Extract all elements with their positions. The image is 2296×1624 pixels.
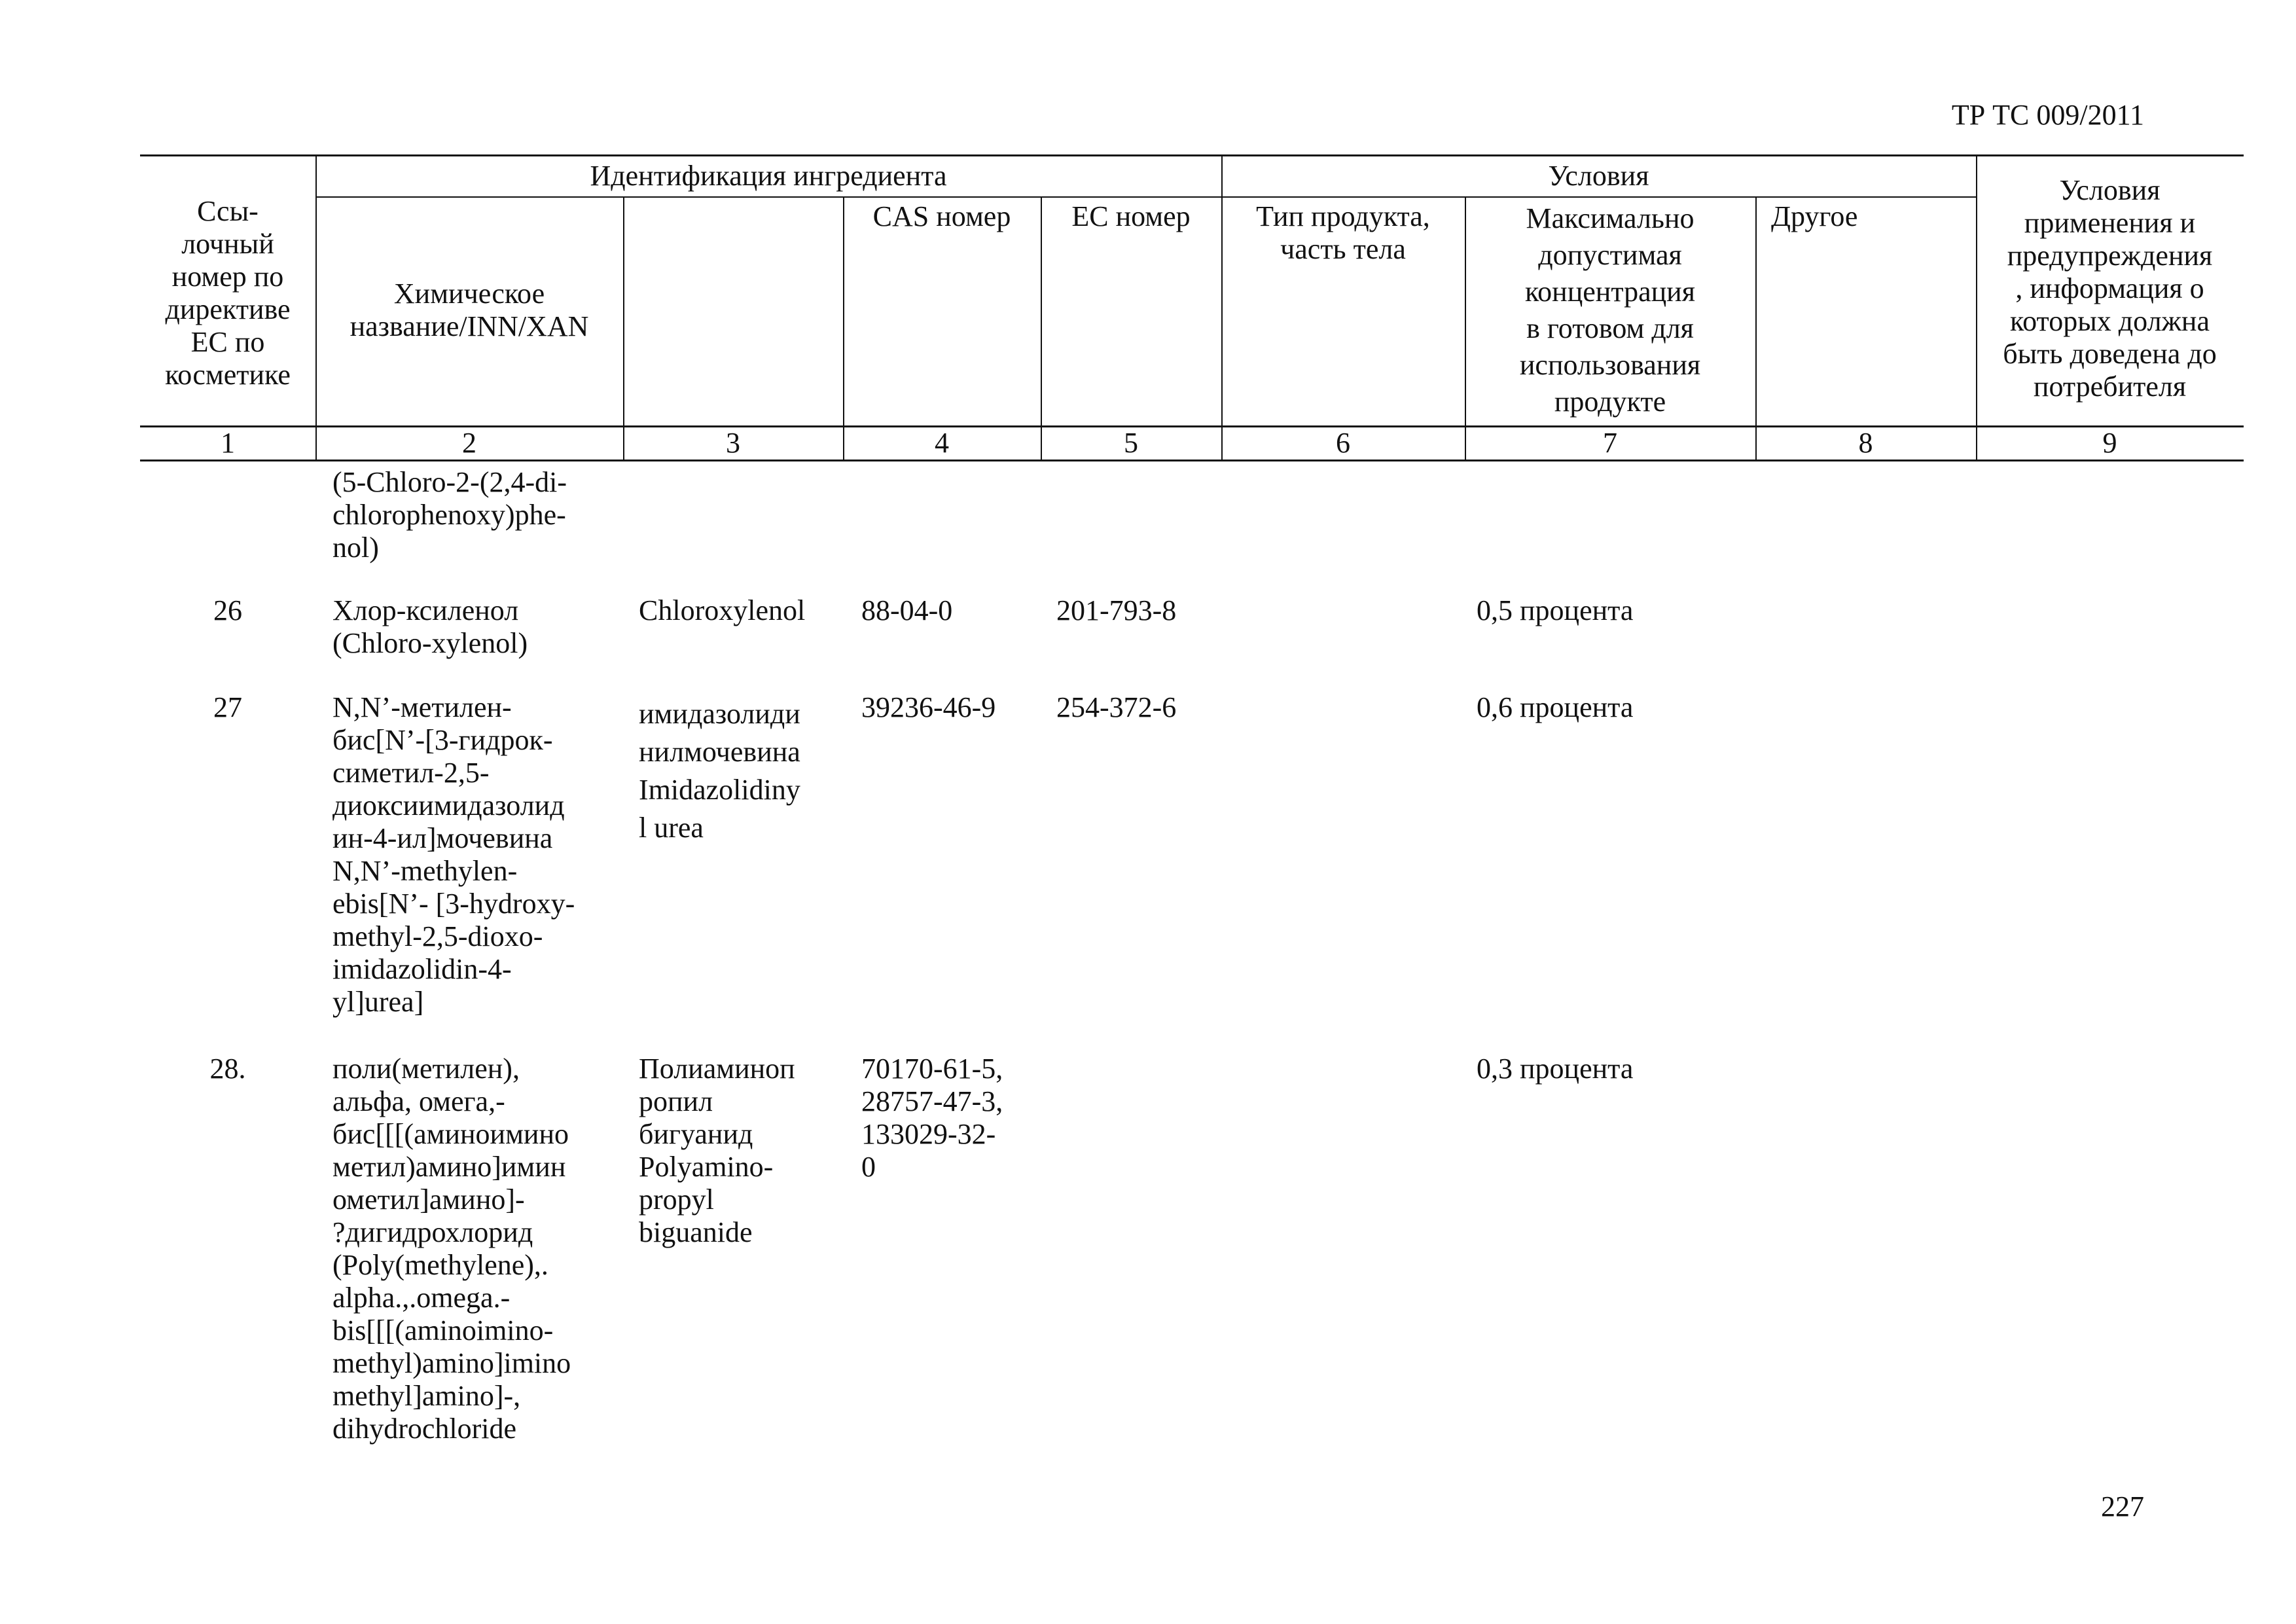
document-reference: ТР ТС 009/2011 <box>1951 99 2144 131</box>
header-usage-warnings: Условия применения и предупреждения , информация о которых должна быть доведена до потребителя <box>2003 174 2217 403</box>
col-number: 8 <box>1858 427 1873 459</box>
col-number: 3 <box>726 427 740 459</box>
col-number: 2 <box>462 427 476 459</box>
table-row-cas: 70170-61-5, 28757-47-3, 133029-32- 0 <box>861 1053 1003 1183</box>
table-row-ec: 254-372-6 <box>1056 691 1177 723</box>
table-row-max-concentration: 0,6 процента <box>1477 691 1634 723</box>
ident-group-rule <box>315 196 1221 198</box>
table-row-max-concentration: 0,3 процента <box>1477 1053 1634 1085</box>
col-divider <box>1755 196 1757 460</box>
header-ref-number: Ссы- лочный номер по директиве ЕС по косметике <box>165 195 291 391</box>
col-number: 9 <box>2102 427 2117 459</box>
numbers-bottom-rule <box>140 460 2244 461</box>
table-row-chemical-name: (5-Chloro-2-(2,4-di- chlorophenoxy)phe- nol) <box>332 466 567 564</box>
header-ec-number: EC номер <box>1071 200 1191 232</box>
col-number: 6 <box>1336 427 1350 459</box>
table-row-ec: 201-793-8 <box>1056 594 1177 626</box>
header-cas-number: CAS номер <box>872 200 1011 232</box>
table-row-inn-name: Chloroxylenol <box>639 594 806 626</box>
col-number: 1 <box>221 427 235 459</box>
col-number: 7 <box>1603 427 1617 459</box>
table-row-chemical-name: N,N’-метилен- бис[N’-[3-гидрок- симетил-2,5- диоксиимидазолид ин-4-ил]мочевина N,N’-methylen- ebis[N’- [3-hydroxy- methyl-2,5-dioxo- imidazolidin-4- yl]urea] <box>332 691 575 1018</box>
table-row-chemical-name: Хлор-ксиленол (Chloro-xylenol) <box>332 594 528 659</box>
col-divider <box>1041 196 1042 460</box>
table-row-ref: 26 <box>213 594 242 626</box>
conditions-group-rule <box>1221 196 1976 198</box>
col-divider <box>843 196 844 460</box>
table-row-cas: 39236-46-9 <box>861 691 996 723</box>
table-row-ref: 28. <box>209 1053 246 1085</box>
header-product-type: Тип продукта, часть тела <box>1256 200 1430 265</box>
table-row-inn-name: имидазолиди нилмочевина Imidazolidiny l urea <box>639 698 800 844</box>
header-other: Другое <box>1771 200 1858 232</box>
header-ingredient-identification: Идентификация ингредиента <box>590 160 947 192</box>
col-number: 5 <box>1124 427 1138 459</box>
table-row-inn-name: Полиаминоп ропил бигуанид Polyamino- propyl biguanide <box>639 1053 795 1248</box>
table-top-rule <box>140 154 2244 156</box>
table-row-ref: 27 <box>213 691 242 723</box>
table-row-cas: 88-04-0 <box>861 594 953 626</box>
header-chemical-name: Химическое название/INN/XAN <box>350 278 589 342</box>
header-max-concentration: Максимально допустимая концентрация в готовом для использования продукте <box>1519 202 1701 418</box>
table-row-chemical-name: поли(метилен), альфа, омега,- бис[[[(аминоимино метил)амино]имин ометил]амино]- ?дигидрохлорид (Poly(methylene),. alpha.,.omega.- bis[[[(aminoimino- methyl)amino]imino methyl]amino]-, dihydrochloride <box>332 1053 571 1445</box>
header-conditions: Условия <box>1548 160 1649 192</box>
table-row-max-concentration: 0,5 процента <box>1477 594 1634 626</box>
page-number: 227 <box>2101 1490 2144 1523</box>
col-number: 4 <box>935 427 949 459</box>
col-divider <box>623 196 624 460</box>
